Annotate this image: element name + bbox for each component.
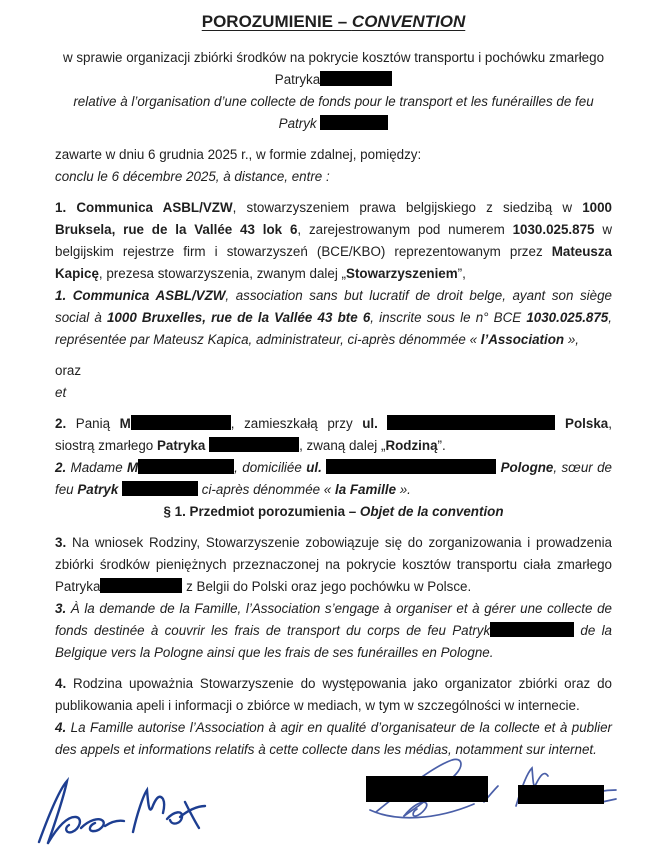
intro-line-4-fr [55,113,612,135]
text-run: 2. [55,460,67,475]
text-run: § 1. Przedmiot porozumienia – [163,504,360,519]
redaction-box [320,71,392,86]
text-run: 1000 Bruksela, rue de la Vallée 43 lok 6 [55,200,612,237]
text-run: Patryk [77,482,119,497]
text-run: 1. Communica ASBL/VZW [55,200,233,215]
document-title [55,10,612,34]
redaction-box [122,481,198,496]
signature-redaction-box [366,776,488,802]
text-run: ”. [437,438,446,453]
text-run: z Belgii do Polski oraz jego pochówku w Polsce. [182,579,472,594]
clause3-paragraph-fr [55,598,612,664]
preamble-fr [55,166,612,188]
text-run: CONVENTION [351,12,466,31]
text-run: Panią [66,416,120,431]
clause3-paragraph-pl [55,532,612,598]
text-run: », [564,332,579,347]
text-run: w belgijskim rejestrze firm i stowarzyszeń (BCE/KBO) reprezentowanym przez [55,222,612,259]
text-run: Patryka [156,438,206,453]
party1-block [55,197,612,351]
text-run: , zarejestrowanym pod numerem [297,222,513,237]
text-run: zawarte w dniu 6 grudnia 2025 r., w formie zdalnej, pomiędzy: [55,147,422,162]
text-run: oraz [55,363,82,378]
text-run: , zwaną dalej „ [299,438,386,453]
party2-block [55,413,612,501]
text-run: , inscrite sous le n° BCE [370,310,527,325]
text-run: À la demande de la Famille, l’Association s’engage à organiser et à gérer une collecte de fonds destinée à couvrir les frais de transport du corps de feu Patryk [55,601,612,638]
text-run: , représentée par Mateusz Kapica, administrateur, ci-après dénommée « [55,310,612,347]
text-run: , stowarzyszeniem prawa belgijskiego z siedzibą w [232,200,583,215]
party1-paragraph-fr [55,285,612,351]
redaction-box [320,115,388,130]
connector-pl [55,360,612,382]
family-signature [356,754,622,832]
text-run: Patryka [274,72,321,87]
text-run: La Famille autorise l’Association à agir en qualité d’organisateur de la collecte et à publier des appels et informations relatifs à cette collecte dans les médias, notamment sur internet. [55,720,612,757]
redaction-box [490,622,574,637]
text-run: 2. [55,416,67,431]
text-run: relative à l’organisation d’une collecte de fonds pour le transport et les funérailles de feu [73,94,594,109]
redaction-box [100,578,182,593]
text-run: Rodzina upoważnia Stowarzyszenie do występowania jako organizator zbiórki oraz do publikowania apeli i informacji o zbiórce w mediach, w tym w szczególności w internecie. [55,676,612,713]
text-run: , zamieszkałą przy [230,416,363,431]
text-run: , sœur de feu [55,460,612,497]
signature-redaction-box [518,785,604,804]
text-run: l’Association [480,332,565,347]
document-title-text [202,12,466,31]
party2-paragraph-pl [55,413,612,457]
text-run: 1000 Bruxelles, rue de la Vallée 43 bte 6 [106,310,371,325]
text-run: , prezesa stowarzyszenia, zwanym dalej „ [98,266,347,281]
preamble-pl [55,144,612,166]
section1-heading [55,501,612,523]
text-run: Pologne [500,460,554,475]
text-run: M [127,460,139,475]
connector-block [55,360,612,404]
text-run: , association sans but lucratif de droit belge, ayant son siège social à [55,288,613,325]
text-run: Stowarzyszeniem [346,266,458,281]
clause3-block [55,532,612,664]
text-run: la Famille [334,482,397,497]
text-run: 3. [55,601,67,616]
intro-line-3-fr [55,91,612,113]
party2-paragraph-fr [55,457,612,501]
redaction-box [131,415,231,430]
intro-block [55,47,612,135]
text-run: ». [396,482,411,497]
text-run: Madame [66,460,128,475]
text-run: conclu le 6 décembre 2025, à distance, entre : [55,169,330,184]
text-run: 1030.025.875 [512,222,595,237]
text-run: 3. [55,535,67,550]
text-run: ul. [306,460,322,475]
text-run: Objet de la convention [359,504,504,519]
clause4-paragraph-pl [55,673,612,717]
text-run: de la Belgique vers la Pologne ainsi que les frais de ses funérailles en Pologne. [55,623,612,660]
text-run: Rodziną [385,438,438,453]
signature-area [0,754,664,848]
redaction-box [387,415,555,430]
clause4-block [55,673,612,761]
text-run: ci-après dénommée « [198,482,335,497]
text-run: 1030.025.875 [526,310,609,325]
text-run: , siostrą zmarłego [55,416,612,453]
text-run: Mateusza Kapicę [55,244,612,281]
text-run: M [119,416,131,431]
text-run: Na wniosek Rodziny, Stowarzyszenie zobowiązuje się do zorganizowania i prowadzenia zbiórki środków pieniężnych przeznaczonej na pokrycie kosztów transportu ciała zmarłego Patryka [55,535,612,594]
text-run: 4. [55,720,67,735]
text-run: Patryk [278,116,321,131]
redaction-box [138,459,234,474]
text-run: ul. [362,416,378,431]
text-run [555,416,565,431]
intro-line-1-pl [55,47,612,69]
party1-paragraph-pl [55,197,612,285]
intro-line-2-pl [55,69,612,91]
association-signature [33,776,211,846]
text-run: w sprawie organizacji zbiórki środków na pokrycie kosztów transportu i pochówku zmarłego [62,50,605,65]
text-run [378,416,388,431]
text-run: , domiciliée [234,460,307,475]
text-run: 4. [55,676,67,691]
text-run: Polska [565,416,609,431]
text-run: POROZUMIENIE – [201,12,352,31]
handwritten-signature-left [33,776,211,846]
text-run: ”, [457,266,466,281]
text-run: 1. Communica ASBL/VZW [55,288,226,303]
text-run: et [55,385,67,400]
redaction-box [326,459,496,474]
connector-fr [55,382,612,404]
redaction-box [209,437,299,452]
preamble-block [55,144,612,188]
